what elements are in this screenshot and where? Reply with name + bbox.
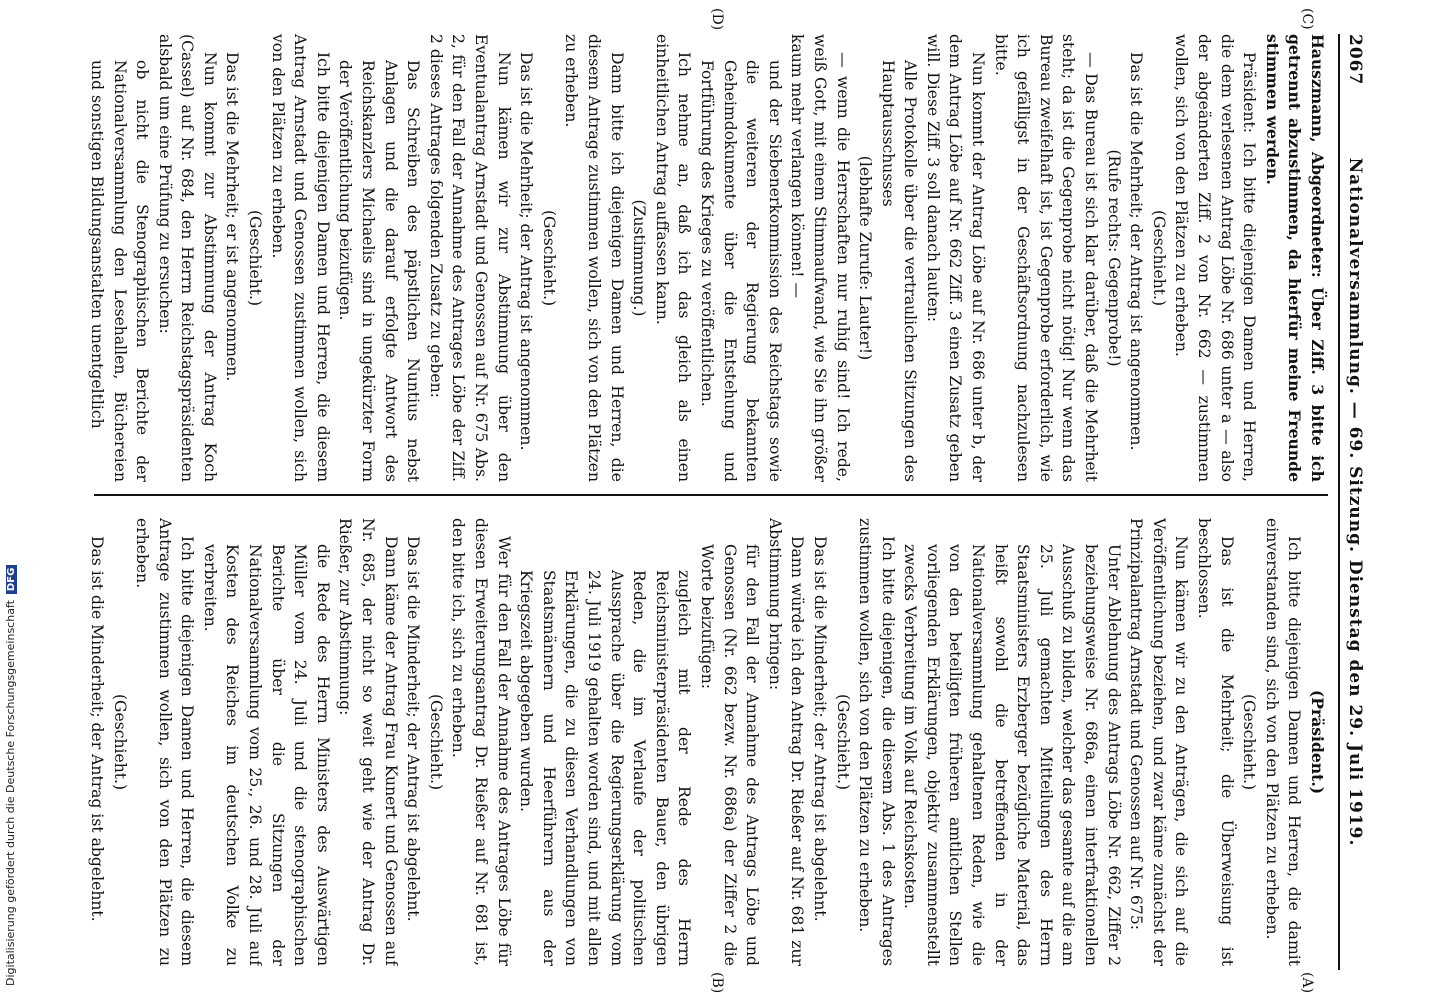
paragraph: Wer für den Fall der Annahme des Antrages Löbe für diesen Erweiterungsantrag Dr. Rießer auf Nr. 681 ist, den bitte ich, sich zu erheben. (449, 518, 513, 966)
margin-mark-d: (D) (709, 8, 725, 31)
quoted-text: für den Fall der Annahme des Antrags Löbe und Genossen (Nr. 662 bezw. Nr. 686a) der Ziffer 2 die Worte beizufügen: (697, 544, 762, 966)
margin-mark-b: (B) (709, 972, 725, 994)
quoted-text: Das Schreiben des päpstlichen Nuntius nebst Anlagen und die darauf erfolgte Antwort des Reichskanzlers Michaelis sind in ungekürzter Form der Veröffentlichung beizufügen. (336, 60, 423, 482)
paragraph: Das ist die Minderheit; der Antrag ist abgelehnt. (404, 536, 423, 922)
column-divider (94, 494, 1328, 496)
paragraph: Ich bitte diejenigen Damen und Herren, die diesem Antrag Arnstadt und Genossen zustimmen wollen, sich von den Plätzen zu erheben. (268, 34, 332, 482)
quoted-text: ob nicht die Stenographischen Berichte der Nationalversammlung den Lesehallen, Büchereien und sonstigen Bildungsanstalten unentgeltlich (88, 60, 152, 482)
quoted-text: zugleich mit der Rede des Herrn Reichsministerpräsidenten Bauer, den übrigen Reden, die im Verlaufe der politischen Aussprache über die Regierungserklärung vom 24. Juli 1919 gehalten worden sind, und mit allen Erklärungen, die zu diesen Verhandlungen von Staatsmännern und Heerführern aus der Kriegszeit abgegeben wurden. (517, 570, 694, 966)
page-number: 2067 (1345, 34, 1365, 86)
left-column (88, 34, 1328, 482)
quoted-text: Alle Protokolle über die vertraulichen Sitzungen des Hauptausschusses (878, 60, 920, 482)
paragraph: Dann käme der Antrag Frau Kunert und Genossen auf Nr. 685, der nicht so weit geht wie der Antrag Dr. Rießer, zur Abstimmung: (336, 518, 400, 966)
stage-direction: (Zustimmung.) (630, 199, 649, 317)
digitization-sidebar (4, 565, 17, 986)
stage-direction: (Geschieht.) (833, 693, 852, 791)
paragraph: Ich bitte diejenigen, die diesem Abs. 1 des Antrages zustimmen wollen, sich von den Plätzen zu erheben. (856, 518, 897, 966)
rotated-newspaper-page (58, 0, 1388, 1000)
page-header (1338, 34, 1370, 970)
right-column (88, 518, 1328, 966)
paragraph: Dann bitte ich diejenigen Damen und Herren, die diesem Antrage zustimmen wollen, sich von den Plätzen zu erheben. (562, 34, 626, 482)
paragraph: Dann würde ich den Antrag Dr. Rießer auf Nr. 681 zur Abstimmung bringen: (765, 518, 807, 966)
quoted-text: Unter Ablehnung des Antrags Löbe Nr. 662, Ziffer 2 beziehungsweise Nr. 686a, einen interfraktionellen Ausschuß zu bilden, welcher das gesamte auf die am 25. Juli gemachten Mitteilungen des Herrn Staatsministers Erzberger bezügliche Material, das heißt sowohl die betreffenden in der Nationalversammlung gehaltenen Reden, wie die von den beteiligten früheren amtlichen Stellen vorliegenden Erklärungen, objektiv zusammenstellt zwecks Verbreitung im Volk auf Reichskosten. (901, 544, 1123, 966)
paragraph: Ich bitte diejenigen Damen und Herren, die diesem Antrage zustimmen wollen, sich von den Plätzen zu erheben. (133, 518, 197, 966)
quoted-text: und der Siebenerkommission des Reichstags sowie die weiteren der Regierung bekannten Geheimdokumente über die Entstehung und Fortführung des Krieges zu veröffentlichen. (697, 60, 784, 482)
paragraph: Das ist die Mehrheit; der Antrag ist angenommen. (1127, 52, 1146, 451)
stage-direction: (Geschieht.) (426, 693, 445, 791)
page-title: Nationalversammlung. — 69. Sitzung. Dienstag den 29. Juli 1919. (1345, 157, 1365, 847)
quoted-text: die Rede des Herrn Ministers des Auswärtigen Müller vom 24. Juli und die stenographischen Berichte über die Sitzungen der Nationalversammlung vom 25., 26. und 28. Juli auf Kosten des Reiches im deutschen Volke zu verbreiten. (200, 544, 332, 966)
stage-direction: (Geschieht.) (110, 693, 129, 791)
stage-direction: (Geschieht.) (1149, 209, 1168, 307)
paragraph: Das ist die Minderheit; der Antrag ist abgelehnt. (88, 536, 106, 922)
stage-direction: (Geschieht.) (246, 209, 265, 307)
paragraph: Nun kommt zur Abstimmung der Antrag Koch (Cassel) auf Nr. 684, den Herrn Reichstagspräsidenten alsbald um eine Prüfung zu ersuchen: (155, 34, 219, 482)
sidebar-text: Digitalisierung gefördert durch die Deutsche Forschungsgemeinschaft (4, 600, 17, 986)
paragraph: Hauszmann, Abgeordneter: Über Ziff. 3 bitte ich getrennt abzustimmen, da hierfür meine Freunde stimmen werden. (1262, 34, 1327, 482)
margin-mark-a: (A) (1299, 972, 1315, 994)
stage-direction: (Geschieht.) (1240, 693, 1259, 791)
speaker-label: (Präsident.) (1308, 689, 1327, 795)
paragraph: Das ist die Minderheit; der Antrag ist abgelehnt. (810, 536, 829, 922)
paragraph: Ich bitte diejenigen Damen und Herren, die damit einverstanden sind, sich von den Plätzen zu erheben. (1262, 518, 1304, 966)
paragraph: — wenn die Herrschaften nur ruhig sind! Ich rede, weiß Gott, mit einem Stimmaufwand, wie Sie ihn größer kaum mehr verlangen können! — (788, 34, 852, 482)
margin-mark-c: (C) (1299, 8, 1315, 30)
paragraph: Nun kommt der Antrag Löbe auf Nr. 686 unter b, der dem Antrag Löbe auf Nr. 662 Ziff. 3 einen Zusatz geben will. Diese Ziff. 3 soll danach lauten: (923, 34, 988, 482)
paragraph: Das ist die Mehrheit; er ist angenommen. (223, 52, 242, 382)
paragraph: — Das Bureau ist sich klar darüber, daß die Mehrheit steht; da ist die Gegenprobe nicht nötig! Nur wenn das Bureau zweifelhaft ist, ist Gegenprobe erforderlich, wie ich gefälligst in der Geschäftsordnung nachzulesen bitte. (991, 34, 1101, 482)
paragraph: Das ist die Mehrheit; der Antrag ist angenommen. (517, 52, 536, 451)
dfg-logo: DFG (6, 565, 17, 594)
paragraph: Das ist die Mehrheit; die Überweisung ist beschlossen. (1195, 518, 1236, 966)
stage-direction: (Rufe rechts: Gegenprobe!) (1104, 149, 1123, 367)
paragraph: Ich nehme an, daß ich das gleich als einen einheitlichen Antrag auffassen kann. (652, 34, 694, 482)
stage-direction: (Geschieht.) (539, 209, 558, 307)
paragraph: Nun kämen wir zu den Anträgen, die sich auf die Veröffentlichung beziehen, und zwar käme zunächst der Prinzipalantrag Arnstadt und Genossen auf Nr. 675: (1127, 518, 1191, 966)
paragraph: Nun kämen wir zur Abstimmung über den Eventualantrag Arnstadt und Genossen auf Nr. 675 Abs. 2, für den Fall der Annahme des Antrages Löbe der Ziff. 2 dieses Antrages folgenden Zusatz zu geben: (426, 34, 513, 482)
paragraph: Präsident: Ich bitte diejenigen Damen und Herren, die dem verlesenen Antrag Löbe Nr. 686 unter a — also der abgeänderten Ziff. 2 von Nr. 662 — zustimmen wollen, sich von den Plätzen zu erheben. (1172, 34, 1259, 482)
stage-direction: (lebhafte Zurufe: Lauter!) (856, 155, 875, 361)
